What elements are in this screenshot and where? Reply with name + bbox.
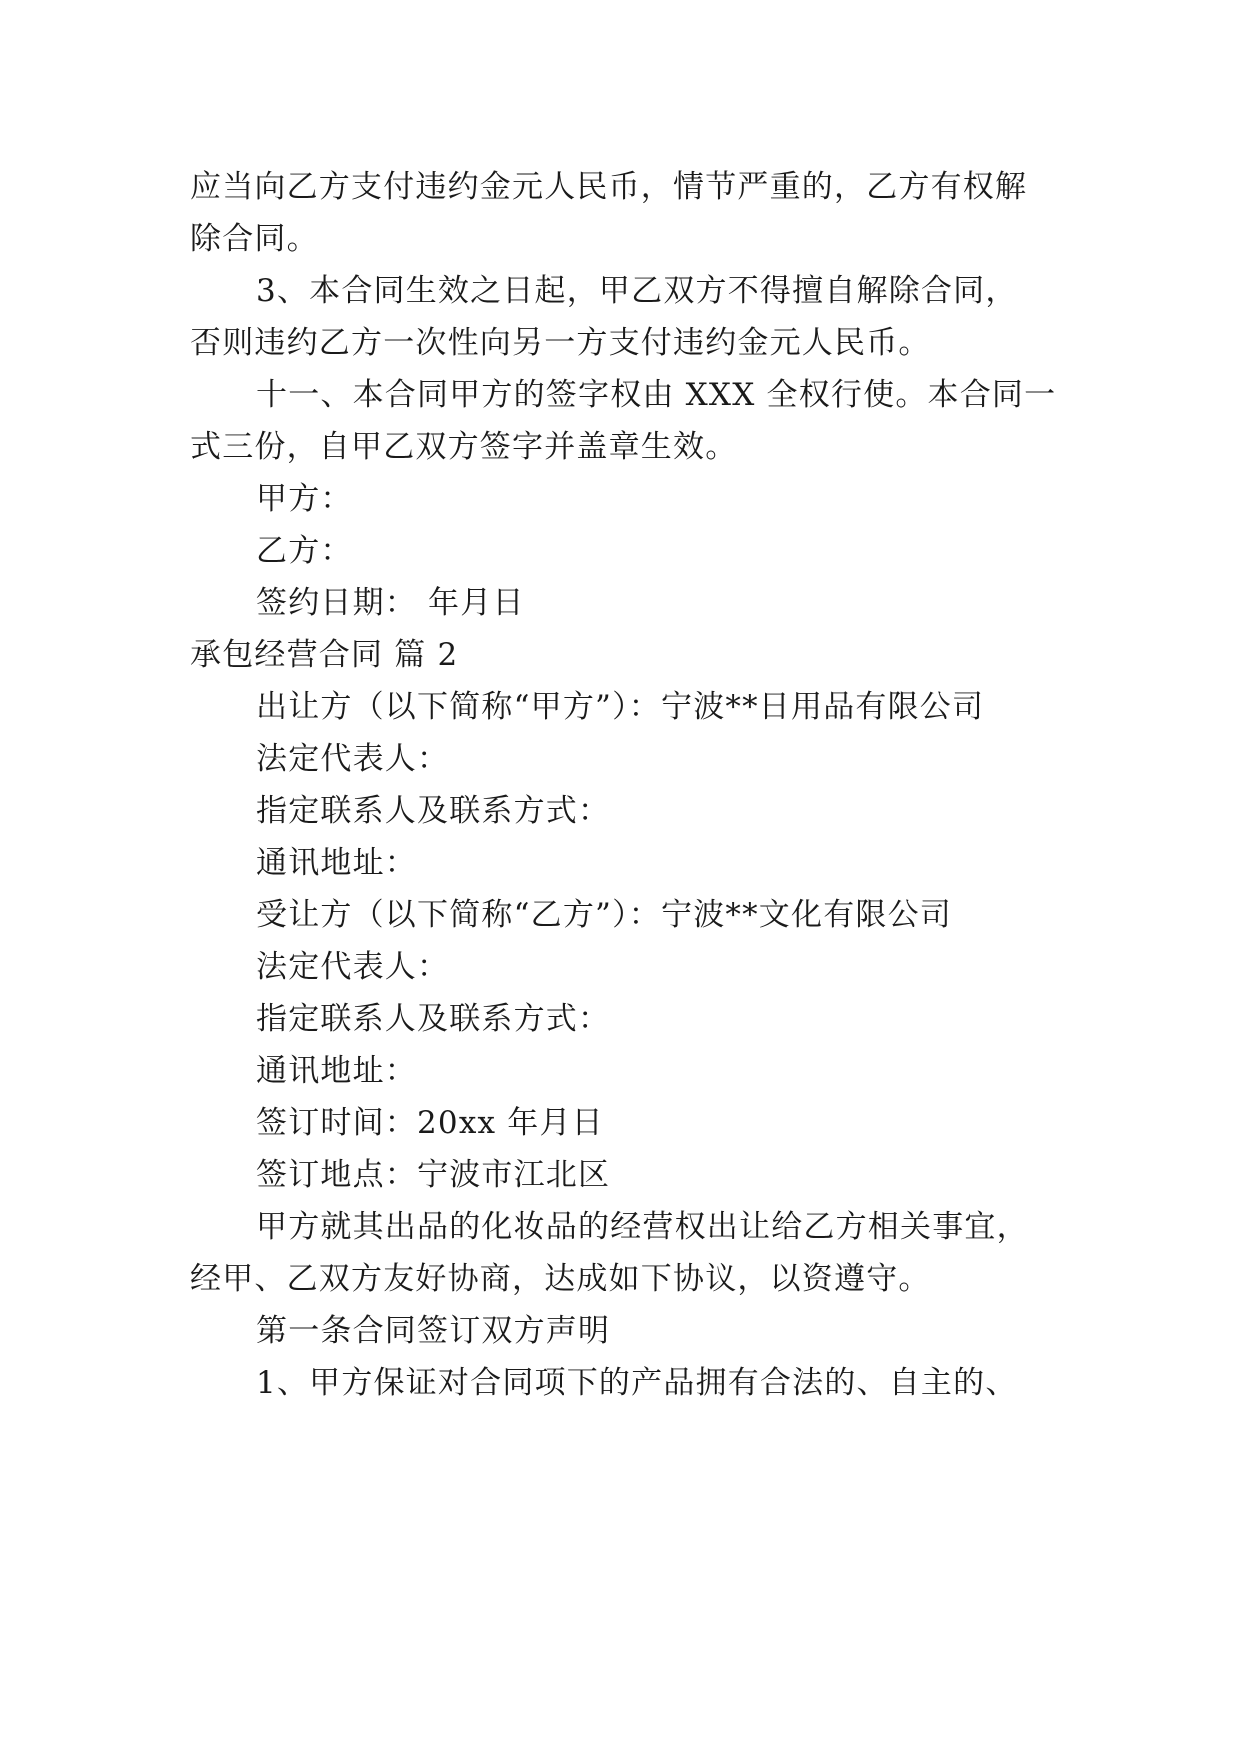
signing-place-line: 签订地点：宁波市江北区 bbox=[256, 1157, 611, 1193]
article-heading: 第一条合同签订双方声明 bbox=[256, 1313, 611, 1349]
paragraph-line-21: 甲方就其出品的化妆品的经营权出让给乙方相关事宜， bbox=[256, 1209, 1029, 1245]
transferee-legal-rep: 法定代表人： bbox=[256, 949, 450, 985]
paragraph-line-6: 式三份，自甲乙双方签字并盖章生效。 bbox=[190, 429, 738, 465]
transferor-legal-rep: 法定代表人： bbox=[256, 741, 450, 777]
paragraph-line-1: 应当向乙方支付违约金元人民币，情节严重的，乙方有权解 bbox=[190, 169, 1028, 205]
section-title: 承包经营合同 篇 2 bbox=[190, 637, 459, 673]
transferee-address: 通讯地址： bbox=[256, 1053, 417, 1089]
signing-date-line: 签约日期： 年月日 bbox=[256, 585, 525, 621]
paragraph-line-3: 3、本合同生效之日起，甲乙双方不得擅自解除合同， bbox=[256, 273, 1018, 309]
transferee-line: 受让方（以下简称“乙方”）：宁波**文化有限公司 bbox=[256, 897, 952, 933]
transferor-line: 出让方（以下简称“甲方”）：宁波**日用品有限公司 bbox=[256, 689, 985, 725]
transferor-address: 通讯地址： bbox=[256, 845, 417, 881]
paragraph-line-5: 十一、本合同甲方的签字权由 XXX 全权行使。本合同一 bbox=[256, 377, 1057, 413]
paragraph-line-22: 经甲、乙双方友好协商，达成如下协议，以资遵守。 bbox=[190, 1261, 931, 1297]
paragraph-line-24: 1、甲方保证对合同项下的产品拥有合法的、自主的、 bbox=[256, 1365, 1018, 1401]
paragraph-line-4: 否则违约乙方一次性向另一方支付违约金元人民币。 bbox=[190, 325, 931, 361]
paragraph-line-2: 除合同。 bbox=[190, 221, 319, 257]
party-b-signature-line: 乙方： bbox=[256, 533, 353, 569]
party-a-signature-line: 甲方： bbox=[256, 481, 353, 517]
transferor-contact: 指定联系人及联系方式： bbox=[256, 793, 611, 829]
signing-time-line: 签订时间：20xx 年月日 bbox=[256, 1105, 604, 1141]
transferee-contact: 指定联系人及联系方式： bbox=[256, 1001, 611, 1037]
